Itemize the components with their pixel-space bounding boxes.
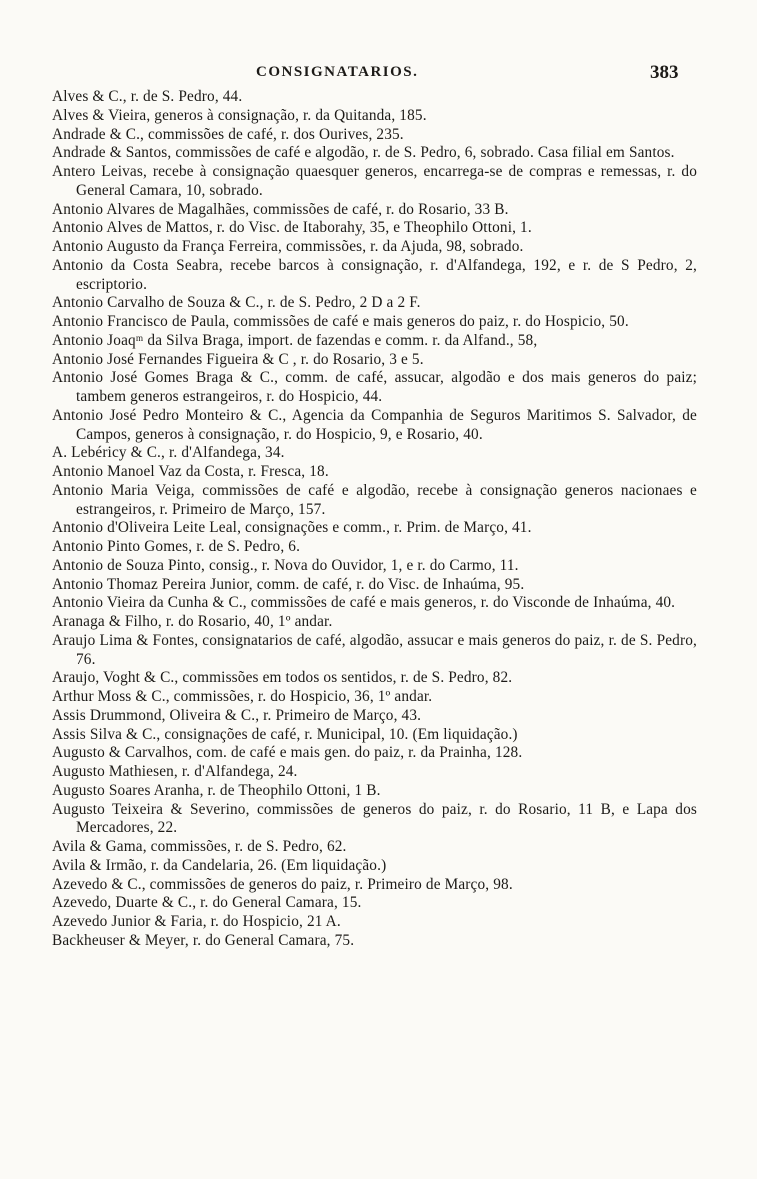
directory-entry: Antonio José Gomes Braga & C., comm. de café, assucar, algodão e dos mais generos do paiz; tambem generos estrangeiros, r. do Hospicio, 44. <box>52 369 697 405</box>
directory-entry: Antonio Francisco de Paula, commissões de café e mais generos do paiz, r. do Hospicio, 50. <box>52 313 629 330</box>
directory-entry: Assis Drummond, Oliveira & C., r. Primeiro de Março, 43. <box>52 706 422 724</box>
directory-entry: Augusto Mathiesen, r. d'Alfandega, 24. <box>52 763 298 780</box>
directory-entry: Aranaga & Filho, r. do Rosario, 40, 1º andar. <box>52 613 333 630</box>
directory-entry: Araujo, Voght & C., commissões em todos os sentidos, r. de S. Pedro, 82. <box>52 669 513 687</box>
directory-entry: Augusto Teixeira & Severino, commissões de generos do paiz, r. do Rosario, 11 B, e Lapa dos Mercadores, 22. <box>52 800 697 837</box>
directory-entry: Antonio Augusto da França Ferreira, commissões, r. da Ajuda, 98, sobrado. <box>52 238 524 255</box>
directory-entries <box>52 88 697 951</box>
directory-entry: Araujo Lima & Fontes, consignatarios de café, algodão, assucar e mais generos do paiz, r. de S. Pedro, 76. <box>52 631 697 668</box>
directory-entry: Arthur Moss & C., commissões, r. do Hospicio, 36, 1º andar. <box>52 688 433 705</box>
directory-entry: Antonio da Costa Seabra, recebe barcos à consignação, r. d'Alfandega, 192, e r. de S Pedro, 2, escriptorio. <box>52 256 697 293</box>
directory-entry: Antonio Maria Veiga, commissões de café e algodão, recebe à consignação generos nacionaes e estrangeiros, r. Primeiro de Março, 157. <box>52 481 697 518</box>
directory-entry: Azevedo, Duarte & C., r. do General Camara, 15. <box>52 894 362 912</box>
directory-entry: Antonio Joaqᵐ da Silva Braga, import. de fazendas e comm. r. da Alfand., 58, <box>52 331 538 349</box>
directory-entry: Backheuser & Meyer, r. do General Camara, 75. <box>52 931 355 949</box>
directory-entry: Andrade & C., commissões de café, r. dos Ourives, 235. <box>52 125 404 143</box>
directory-entry: Assis Silva & C., consignações de café, r. Municipal, 10. (Em liquidação.) <box>52 725 518 743</box>
directory-entry: Antonio Pinto Gomes, r. de S. Pedro, 6. <box>52 538 301 555</box>
directory-entry: Azevedo Junior & Faria, r. do Hospicio, 21 A. <box>52 913 341 930</box>
directory-entry: Antonio Carvalho de Souza & C., r. de S. Pedro, 2 D a 2 F. <box>52 294 421 312</box>
directory-entry: Avila & Gama, commissões, r. de S. Pedro, 62. <box>52 838 347 855</box>
directory-entry: A. Lebéricy & C., r. d'Alfandega, 34. <box>52 444 285 462</box>
directory-entry: Antonio Alves de Mattos, r. do Visc. de Itaborahy, 35, e Theophilo Ottoni, 1. <box>52 219 532 237</box>
directory-entry: Antonio José Pedro Monteiro & C., Agencia da Companhia de Seguros Maritimos S. Salvador, de Campos, generos à consignação, r. do Hospicio, 9, e Rosario, 40. <box>52 406 697 443</box>
directory-entry: Antonio José Fernandes Figueira & C , r. do Rosario, 3 e 5. <box>52 350 424 368</box>
directory-entry: Antonio Manoel Vaz da Costa, r. Fresca, 18. <box>52 463 329 480</box>
directory-entry: Augusto & Carvalhos, com. de café e mais gen. do paiz, r. da Prainha, 128. <box>52 744 523 762</box>
directory-entry: Augusto Soares Aranha, r. de Theophilo Ottoni, 1 B. <box>52 781 381 799</box>
directory-entry: Antero Leivas, recebe à consignação quaesquer generos, encarrega-se de compras e remessas, r. do General Camara, 10, sobrado. <box>52 163 697 199</box>
directory-entry: Antonio Thomaz Pereira Junior, comm. de café, r. do Visc. de Inhaúma, 95. <box>52 575 525 593</box>
directory-entry: Azevedo & C., commissões de generos do paiz, r. Primeiro de Março, 98. <box>52 875 513 893</box>
directory-entry: Alves & C., r. de S. Pedro, 44. <box>52 88 243 105</box>
page-header <box>0 62 757 86</box>
directory-entry: Antonio Vieira da Cunha & C., commissões de café e mais generos, r. do Visconde de Inhaúma, 40. <box>52 594 676 612</box>
directory-entry: Antonio Alvares de Magalhães, commissões de café, r. do Rosario, 33 B. <box>52 200 509 218</box>
running-title: CONSIGNATARIOS. <box>256 64 419 80</box>
directory-entry: Alves & Vieira, generos à consignação, r. da Quitanda, 185. <box>52 106 427 124</box>
directory-entry: Andrade & Santos, commissões de café e algodão, r. de S. Pedro, 6, sobrado. Casa filial em Santos. <box>52 144 675 162</box>
directory-entry: Antonio de Souza Pinto, consig., r. Nova do Ouvidor, 1, e r. do Carmo, 11. <box>52 556 519 574</box>
directory-entry: Antonio d'Oliveira Leite Leal, consignações e comm., r. Prim. de Março, 41. <box>52 519 532 537</box>
directory-entry: Avila & Irmão, r. da Candelaria, 26. (Em liquidação.) <box>52 856 387 874</box>
page-number: 383 <box>650 62 679 83</box>
